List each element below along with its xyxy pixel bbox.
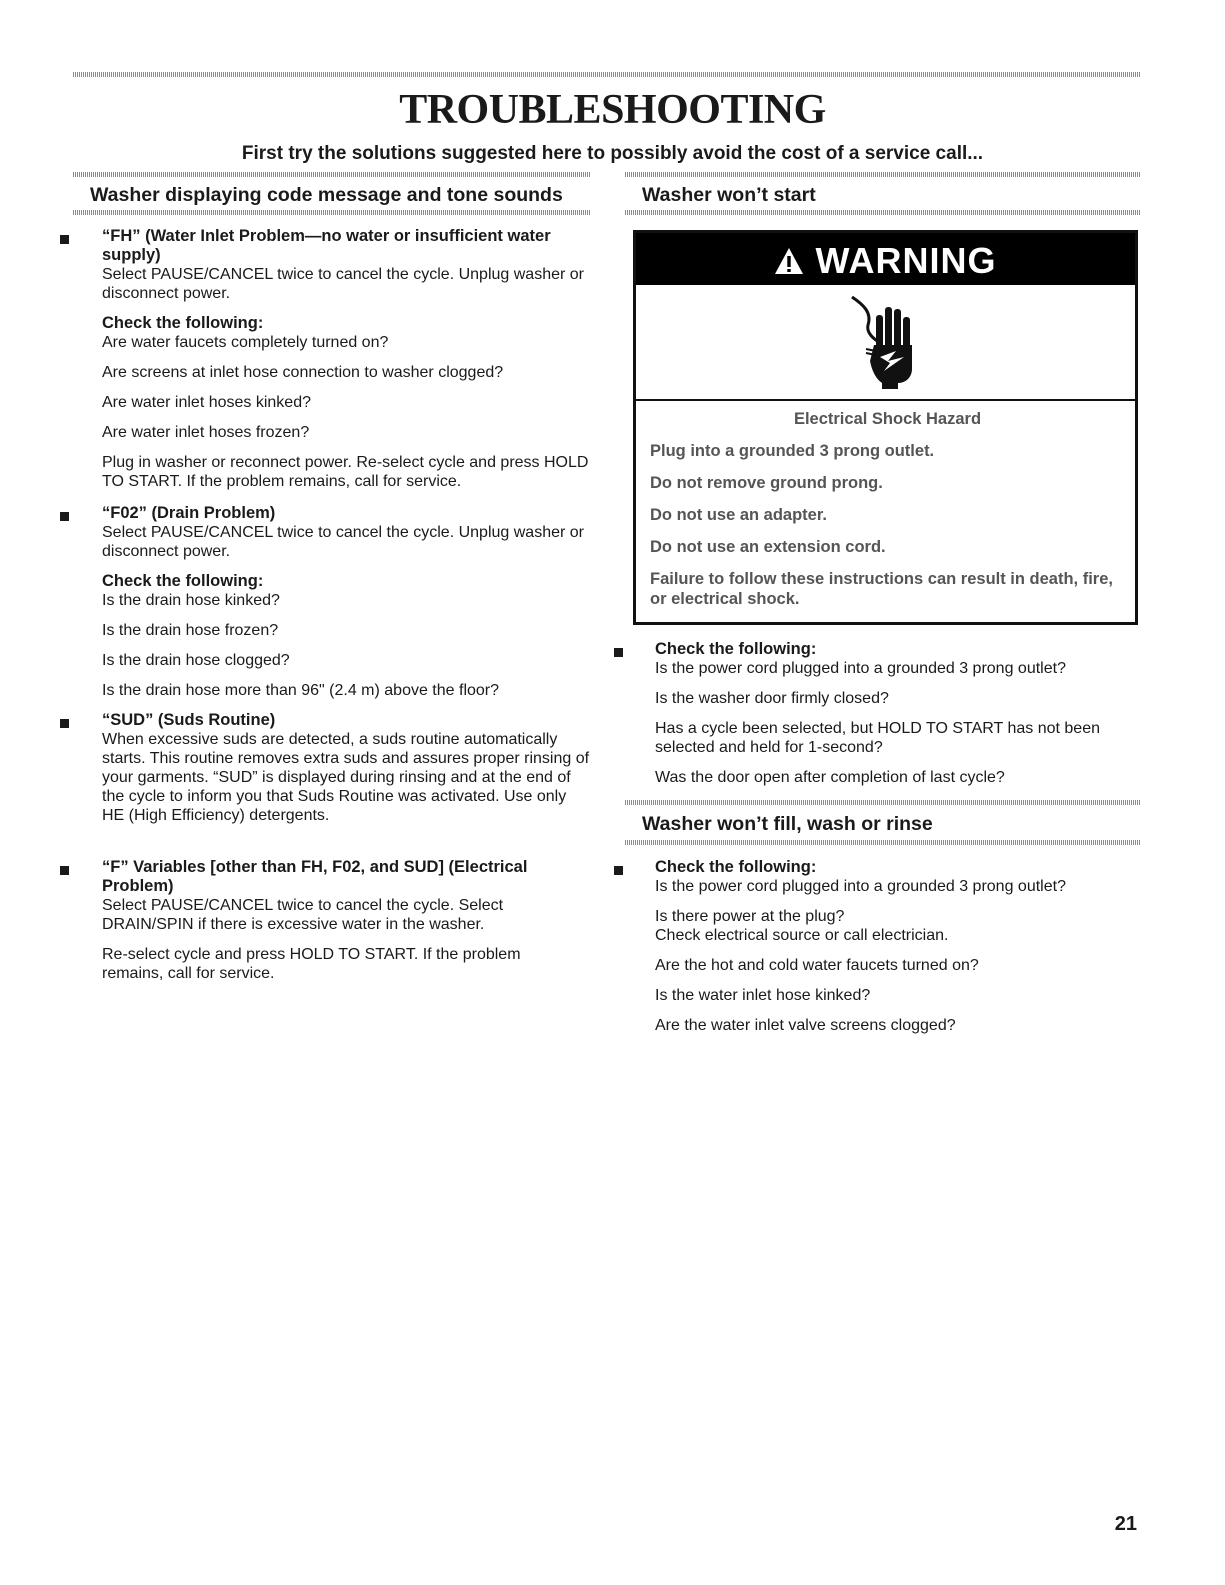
code-text: Select PAUSE/CANCEL twice to cancel the cycle. Unplug washer or disconnect power. [102, 524, 584, 560]
left-heading-rule-top [73, 172, 591, 177]
check-line: Is the water inlet hose kinked? [655, 987, 871, 1004]
code-heading: “SUD” (Suds Routine) [102, 711, 276, 729]
warning-separator [636, 399, 1135, 401]
bullet [614, 648, 623, 657]
check-line: Are water faucets completely turned on? [102, 334, 389, 351]
fill-checks [655, 858, 1135, 1035]
code-item-sud [102, 711, 592, 825]
warning-line: Do not remove ground prong. [650, 474, 883, 492]
right-heading-rule-bottom [625, 210, 1141, 215]
check-line: Plug in washer or reconnect power. Re-select cycle and press HOLD TO START. If the problem remains, call for service. [102, 454, 589, 490]
check-line: Is the drain hose kinked? [102, 592, 280, 609]
code-item-fh [102, 227, 592, 491]
bullet [60, 235, 69, 244]
warning-triangle-icon [774, 240, 815, 281]
warning-box [633, 230, 1138, 625]
page-title: TROUBLESHOOTING [399, 87, 826, 133]
code-heading: “F02” (Drain Problem) [102, 504, 276, 522]
left-section-heading: Washer displaying code message and tone sounds [90, 184, 563, 206]
warning-line: Do not use an extension cord. [650, 538, 886, 556]
code-heading: “F” Variables [other than FH, F02, and SUD] (Electrical Problem) [102, 858, 528, 895]
check-line: Is the drain hose more than 96" (2.4 m) above the floor? [102, 682, 500, 699]
check-line: Is the drain hose clogged? [102, 652, 290, 669]
page-number: 21 [1114, 1513, 1137, 1535]
right-section-heading-start: Washer won’t start [642, 184, 816, 206]
check-line: Is there power at the plug? [655, 908, 845, 925]
check-line: Are water inlet hoses frozen? [102, 424, 310, 441]
check-line: Are the water inlet valve screens clogged? [655, 1017, 956, 1034]
right-heading-rule-top [625, 172, 1141, 177]
check-line: Has a cycle been selected, but HOLD TO START has not been selected and held for 1-second? [655, 720, 1100, 756]
right-heading2-rule-bottom [625, 840, 1141, 845]
code-text: Select PAUSE/CANCEL twice to cancel the cycle. Select DRAIN/SPIN if there is excessive water in the washer. [102, 897, 504, 933]
check-line: Are water inlet hoses kinked? [102, 394, 311, 411]
check-line: Are the hot and cold water faucets turned on? [655, 957, 979, 974]
right-heading2-rule-top [625, 800, 1141, 805]
code-heading: “FH” (Water Inlet Problem—no water or insufficient water supply) [102, 227, 551, 264]
check-heading: Check the following: [655, 640, 817, 658]
check-heading: Check the following: [655, 858, 817, 876]
warning-line: Do not use an adapter. [650, 506, 827, 524]
warning-line: Plug into a grounded 3 prong outlet. [650, 442, 935, 460]
check-line: Is the drain hose frozen? [102, 622, 279, 639]
check-heading: Check the following: [102, 314, 264, 332]
top-rule [73, 72, 1141, 77]
bullet [60, 719, 69, 728]
check-heading: Check the following: [102, 572, 264, 590]
warning-hazard-title: Electrical Shock Hazard [793, 410, 982, 428]
right-section-heading-fill: Washer won’t fill, wash or rinse [642, 813, 933, 835]
code-text: Select PAUSE/CANCEL twice to cancel the cycle. Unplug washer or disconnect power. [102, 266, 584, 302]
check-line: Was the door open after completion of last cycle? [655, 769, 1005, 786]
code-text: Re-select cycle and press HOLD TO START. If the problem remains, call for service. [102, 946, 521, 982]
code-item-f02 [102, 504, 592, 700]
warning-line: Failure to follow these instructions can result in death, fire, or electrical shock. [650, 570, 1113, 608]
left-heading-rule-bottom [73, 210, 591, 215]
bullet [60, 512, 69, 521]
check-line: Check electrical source or call electrician. [655, 927, 949, 944]
check-line: Is the washer door firmly closed? [655, 690, 889, 707]
check-line: Is the power cord plugged into a grounded 3 prong outlet? [655, 878, 1066, 895]
check-line: Are screens at inlet hose connection to washer clogged? [102, 364, 504, 381]
warning-label: WARNING [815, 240, 997, 281]
start-checks [655, 640, 1135, 787]
check-line: Is the power cord plugged into a grounded 3 prong outlet? [655, 660, 1066, 677]
code-item-f-variables [102, 858, 582, 983]
warning-banner [636, 233, 1135, 285]
shock-hazard-icon [846, 295, 926, 396]
bullet [614, 866, 623, 875]
page-subtitle: First try the solutions suggested here to possibly avoid the cost of a service call... [241, 143, 984, 164]
code-text: When excessive suds are detected, a suds routine automatically starts. This routine removes extra suds and assures proper rinsing of your garments. “SUD” is displayed during rinsing and at the end of the cycle to inform you that Suds Routine was activated. Use only HE (High Efficiency) detergents. [102, 731, 590, 824]
bullet [60, 866, 69, 875]
